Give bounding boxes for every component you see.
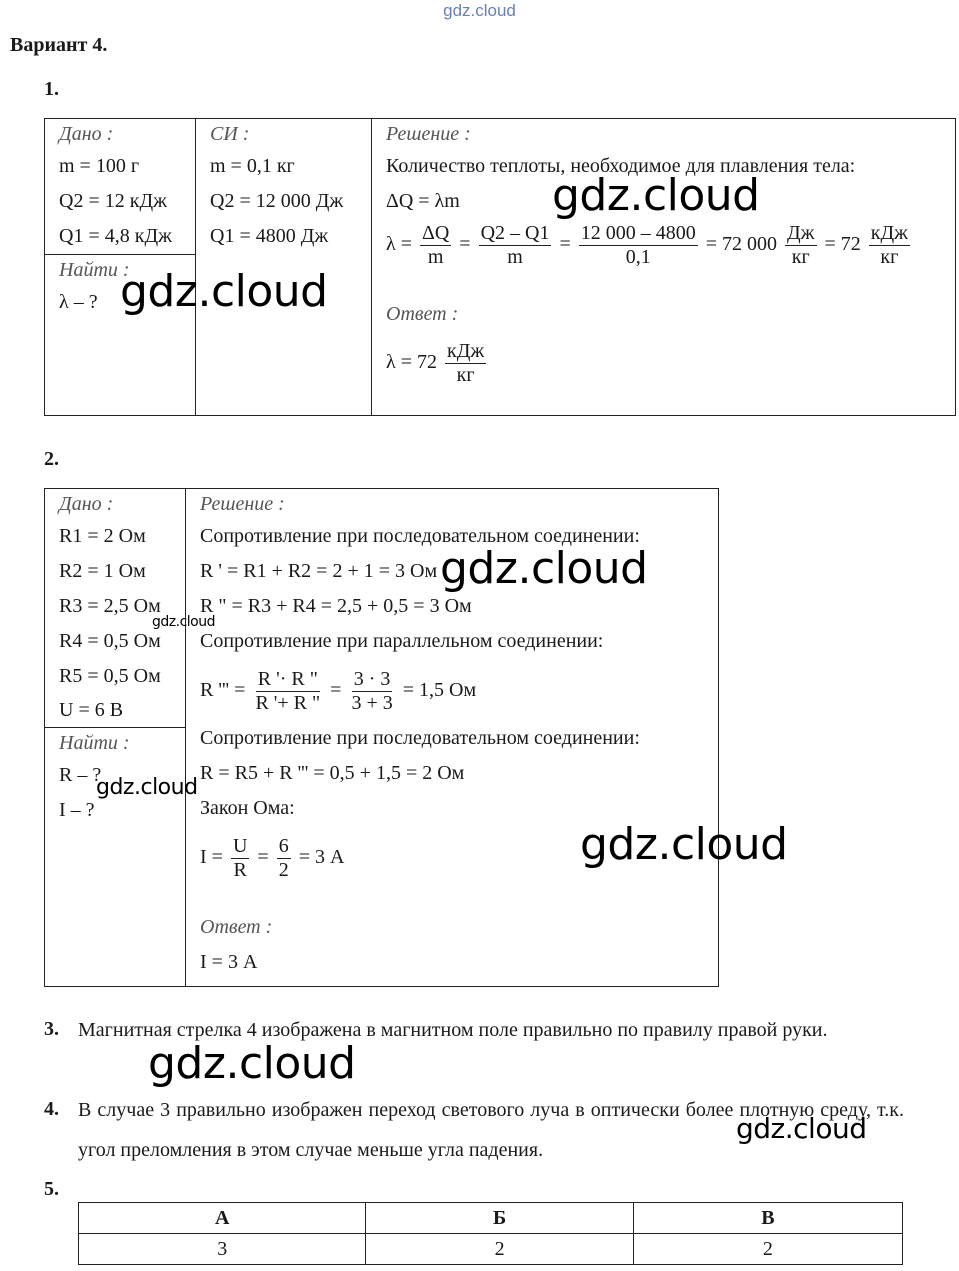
unit-fraction: $\frac{\text{кДж}}{кг}$ [870,221,908,268]
equals: = [559,233,571,255]
given-item: U = 6 В [59,699,124,721]
fraction: $\frac{\Delta Q}{m}$ [421,221,450,268]
watermark: gdz.cloud [736,1112,867,1145]
fraction: $\frac{6}{2}$ [278,834,289,881]
ohm-label: Закон Ома: [200,797,295,819]
header-cell: А [79,1203,366,1234]
fraction: $\frac{12 000 - 4800}{0,1}$ [580,221,696,268]
result: = 72 000 [705,233,778,255]
task3-number: 3. [44,1018,59,1040]
watermark: gdz.cloud [120,266,328,317]
equals: = [459,233,471,255]
si-item: m = 0,1 кг [210,155,295,177]
formula-lambda [372,219,955,269]
r-prime-line: R ' = R1 + R2 = 2 + 1 = 3 Ом [200,560,438,582]
watermark: gdz.cloud [96,775,198,800]
formula-lhs: R ''' = [200,679,246,701]
si-item: Q2 = 12 000 Дж [210,190,344,212]
unit-fraction: $\frac{Дж}{кг}$ [787,221,815,268]
result: = 72 [824,233,861,255]
answer-value: λ = 72 [386,351,437,373]
parallel-text: Сопротивление при параллельном соединении: [200,630,604,652]
watermark: gdz.cloud [552,170,760,221]
task1-solution-cell [372,119,956,416]
task2-number: 2. [44,448,59,470]
find-label: Найти : [59,259,130,281]
value-cell: 3 [79,1234,366,1265]
solution-text: Количество теплоты, необходимое для плавления тела: [386,155,856,177]
formula-heat: ΔQ = λm [386,190,460,212]
unit-fraction: $\frac{\text{кДж}}{кг}$ [446,339,485,386]
solution-label: Решение : [200,493,285,515]
result: = 1,5 Ом [402,679,477,701]
value-cell: 2 [366,1234,633,1265]
task5-answer-table [78,1202,903,1265]
answer-label: Ответ : [386,303,459,325]
find-label: Найти : [59,732,130,754]
fraction: $\frac{U}{R}$ [232,834,248,881]
watermark: gdz.cloud [580,819,788,870]
find-item: I – ? [59,799,95,821]
header-cell: В [633,1203,902,1234]
si-item: Q1 = 4800 Дж [210,225,329,247]
r-double-prime-line: R " = R3 + R4 = 2,5 + 0,5 = 3 Ом [200,595,472,617]
find-item: λ – ? [59,291,98,313]
given-item: Q1 = 4,8 кДж [59,225,172,247]
series-text-2: Сопротивление при последовательном соединении: [200,727,640,749]
task1-number: 1. [44,78,59,100]
value-cell: 2 [633,1234,902,1265]
task5-number: 5. [44,1178,59,1200]
result: = 3 А [298,846,345,868]
given-label: Дано : [59,493,114,515]
task2-given-cell [45,489,186,728]
fraction: $\frac{Q2 - Q1}{m}$ [480,221,550,268]
watermark: gdz.cloud [148,1038,356,1089]
ohm-formula: I = $\frac{U}{R}$ = $\frac{6}{2}$ = 3 А [200,834,345,881]
solution-label: Решение : [386,123,471,145]
given-item: m = 100 г [59,155,140,177]
formula-lhs: λ = [386,233,412,255]
variant-title: Вариант 4. [10,34,108,56]
watermark: gdz.cloud [152,614,215,630]
watermark: gdz.cloud [440,543,648,594]
given-item: R2 = 1 Ом [59,560,146,582]
task4-number: 4. [44,1098,59,1120]
fraction: $\frac{R '\cdot R "}{R '+ R "}$ [255,667,321,714]
answer-label: Ответ : [200,916,273,938]
given-item: R4 = 0,5 Ом [59,630,161,652]
task4-text: В случае 3 правильно изображен переход светового луча в оптически более плотную среду, т.к. угол преломления в этом случае меньше угла падения. [78,1099,904,1161]
r-triple-prime-formula: R ''' = $\frac{R '\cdot R "}{R '+ R "}$ = $\frac{3 \cdot 3}{3 + 3}$ = 1,5 Ом [200,667,477,714]
given-item: Q2 = 12 кДж [59,190,167,212]
given-item: R5 = 0,5 Ом [59,665,161,687]
answer: I = 3 А [200,951,258,973]
si-label: СИ : [210,123,250,145]
given-item: R3 = 2,5 Ом [59,595,161,617]
given-item: R1 = 2 Ом [59,525,146,547]
task3-text: Магнитная стрелка 4 изображена в магнитном поле правильно по правилу правой руки. [78,1019,828,1041]
watermark-top: gdz.cloud [443,1,516,20]
series-text: Сопротивление при последовательном соединении: [200,525,640,547]
task2-find-cell [45,728,186,987]
answer [372,332,955,392]
given-label: Дано : [59,123,114,145]
find-item: R – ? [59,764,102,786]
header-cell: Б [366,1203,633,1234]
r-total-line: R = R5 + R ''' = 0,5 + 1,5 = 2 Ом [200,762,465,784]
task1-given-cell [45,119,196,255]
fraction: $\frac{3 \cdot 3}{3 + 3}$ [351,667,393,714]
formula-lhs: I = [200,846,223,868]
